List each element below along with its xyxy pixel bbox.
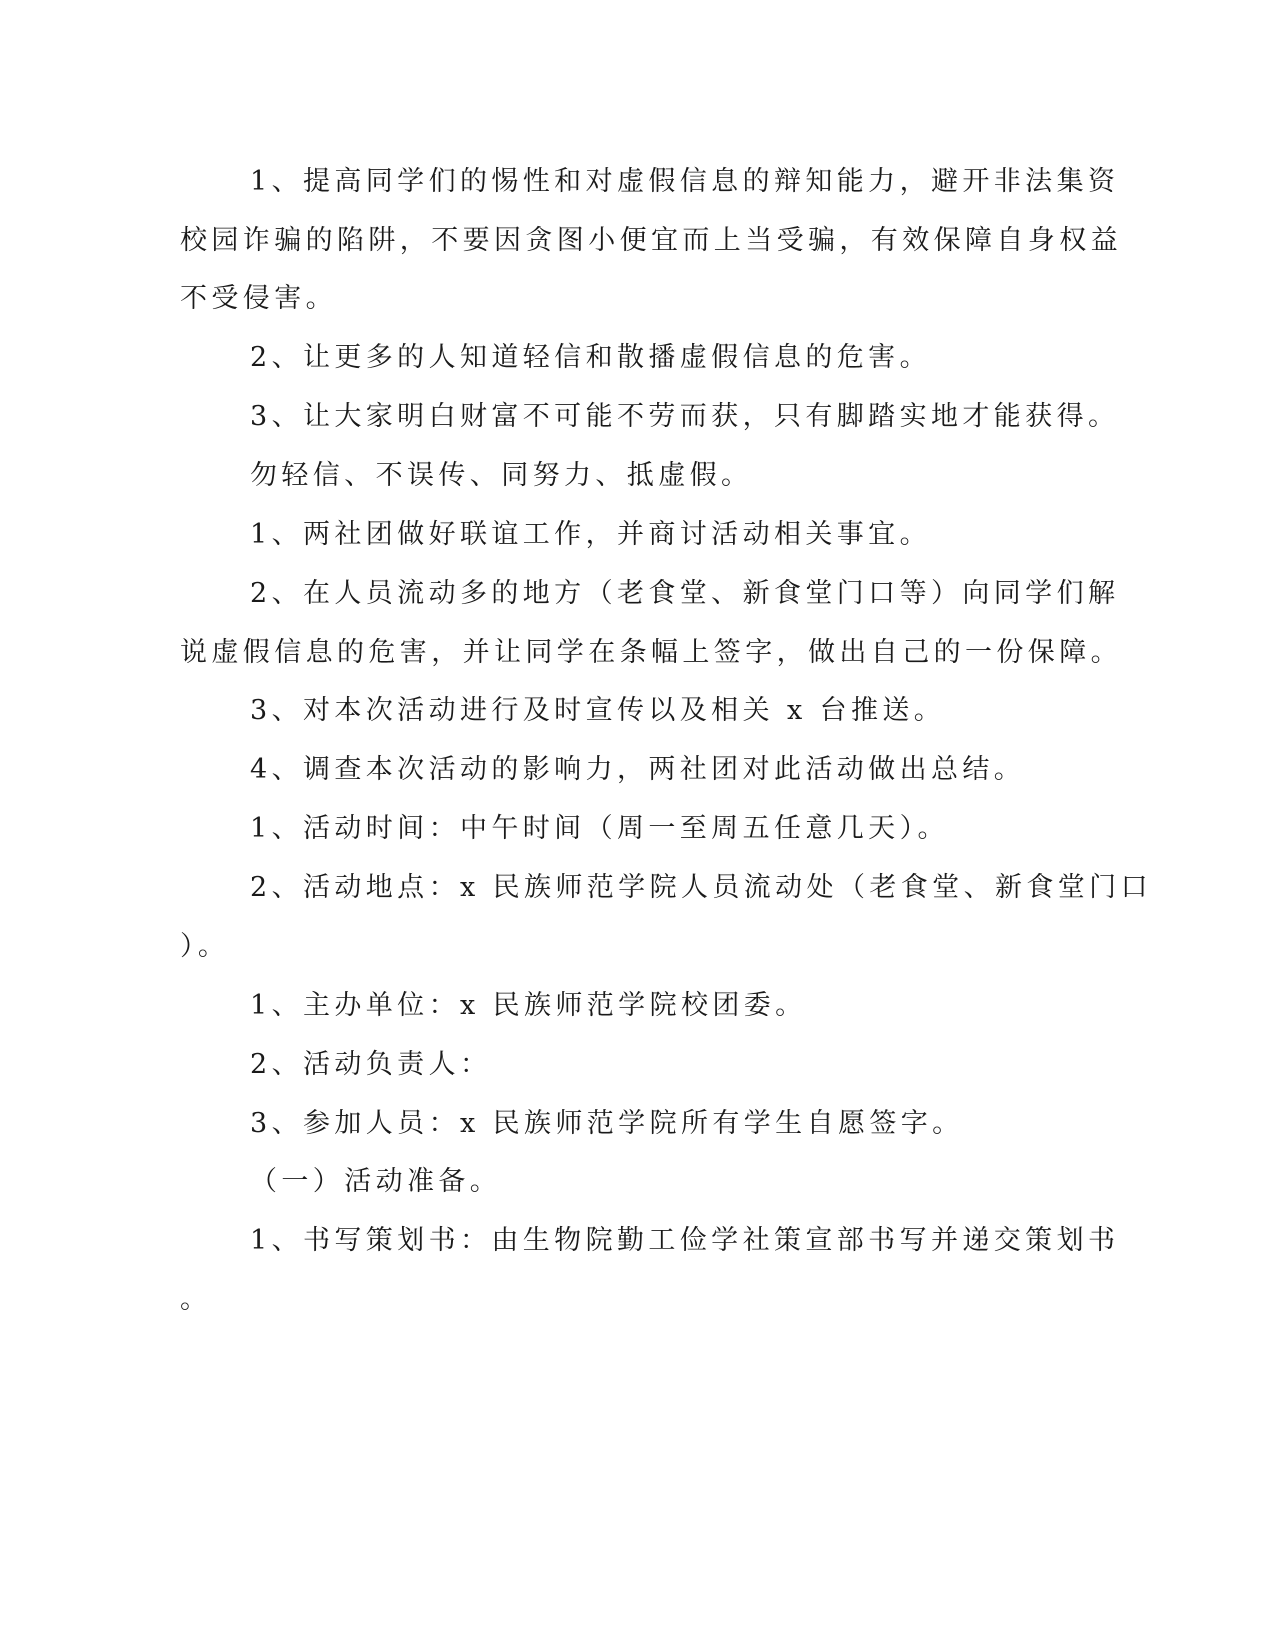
paragraph-line: 3、参加人员：x 民族师范学院所有学生自愿签字。 <box>250 1108 964 1139</box>
paragraph-line: 勿轻信、不误传、同努力、抵虚假。 <box>250 460 753 491</box>
paragraph-line: 1、提高同学们的惕性和对虚假信息的辩知能力，避开非法集资 <box>250 166 1120 197</box>
paragraph-line: 3、对本次活动进行及时宣传以及相关 x 台推送。 <box>250 695 946 726</box>
paragraph-line: ）。 <box>180 931 230 962</box>
paragraph-line: 2、活动负责人： <box>250 1049 492 1080</box>
paragraph-line: 1、活动时间：中午时间（周一至周五任意几天）。 <box>250 813 949 844</box>
paragraph-line: 1、两社团做好联谊工作，并商讨活动相关事宜。 <box>250 519 931 550</box>
paragraph-line: 2、活动地点：x 民族师范学院人员流动处（老食堂、新食堂门口 <box>250 872 1152 903</box>
paragraph-line: 校园诈骗的陷阱，不要因贪图小便宜而上当受骗，有效保障自身权益 <box>180 225 1122 256</box>
paragraph-line: 不受侵害。 <box>180 283 337 314</box>
paragraph-line: 3、让大家明白财富不可能不劳而获，只有脚踏实地才能获得。 <box>250 401 1120 432</box>
paragraph-line: 说虚假信息的危害，并让同学在条幅上签字，做出自己的一份保障。 <box>180 637 1122 668</box>
paragraph-line: 4、调查本次活动的影响力，两社团对此活动做出总结。 <box>250 754 1026 785</box>
paragraph-line: 2、让更多的人知道轻信和散播虚假信息的危害。 <box>250 342 931 373</box>
paragraph-line: 2、在人员流动多的地方（老食堂、新食堂门口等）向同学们解 <box>250 578 1120 609</box>
paragraph-line: 1、书写策划书：由生物院勤工俭学社策宣部书写并递交策划书 <box>250 1225 1120 1256</box>
paragraph-line: 1、主办单位：x 民族师范学院校团委。 <box>250 990 807 1021</box>
paragraph-line: 。 <box>180 1284 212 1315</box>
paragraph-line: （一）活动准备。 <box>250 1166 502 1197</box>
